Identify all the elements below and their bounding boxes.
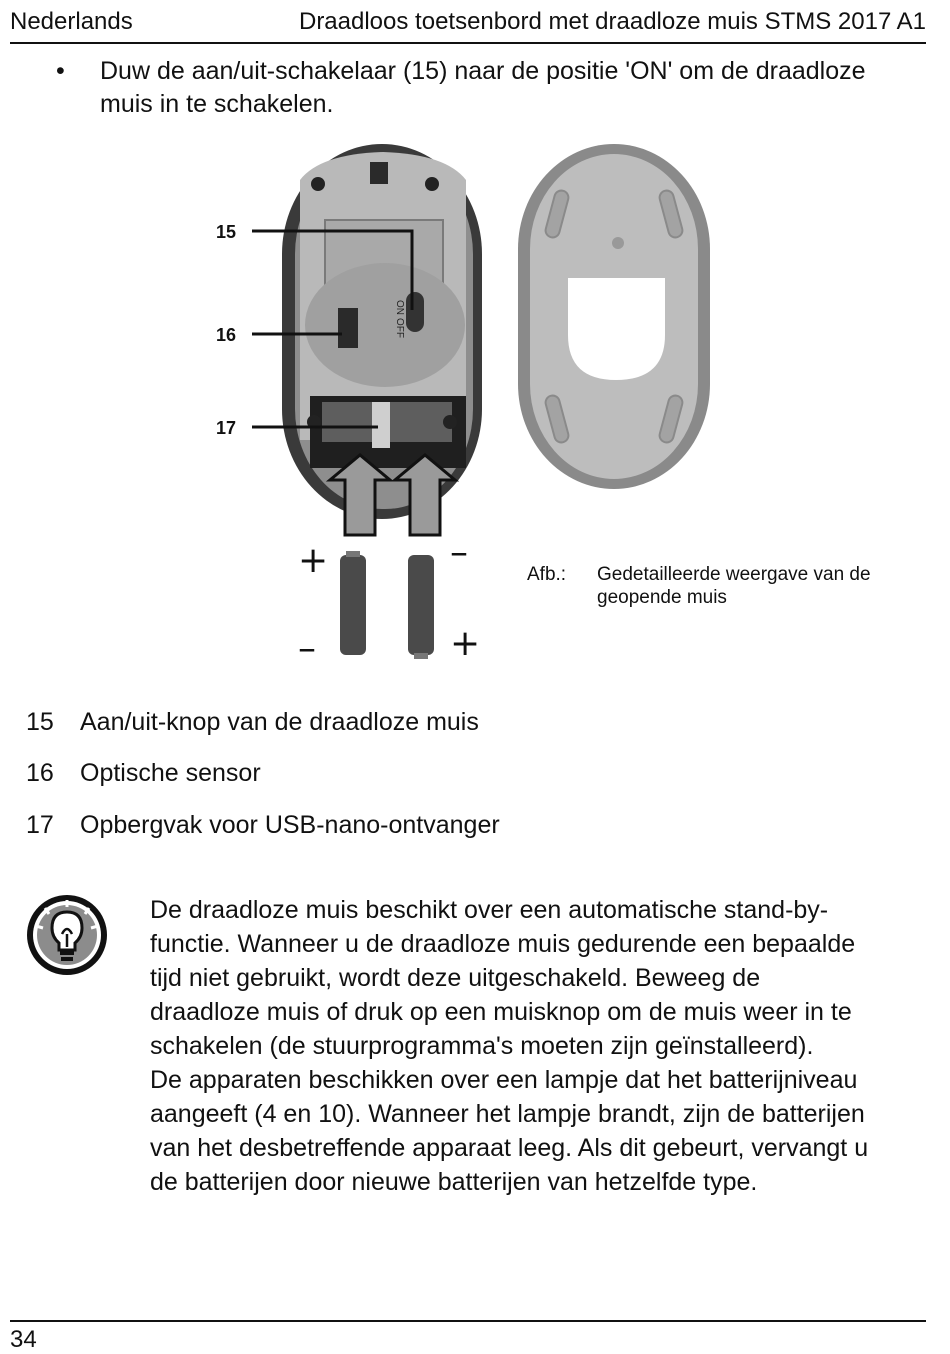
battery-sign-minus-left: – xyxy=(298,628,316,665)
header-language: Nederlands xyxy=(10,8,133,35)
caption-label: Afb.: xyxy=(527,564,567,585)
lightbulb-icon xyxy=(24,892,110,978)
switch-on-label: ON xyxy=(394,300,405,315)
legend-number: 15 xyxy=(26,708,54,736)
page-number: 34 xyxy=(10,1326,37,1353)
battery-sign-plus-left: + xyxy=(298,540,329,581)
battery-sign-minus-right: – xyxy=(450,532,468,573)
note-paragraph: De draadloze muis beschikt over een automatische stand-by-functie. Wanneer u de draadloze muis gedurende een bepaalde tijd niet gebruikt, wordt deze uitgeschakeld. Beweeg de draadloze muis of druk op een muisknop om de muis weer in te schakelen (de stuurprogramma's moeten zijn geïnstalleerd). xyxy=(150,896,856,1060)
standby-note xyxy=(150,893,870,1199)
mouse-body-open xyxy=(282,144,482,519)
switch-off-label: OFF xyxy=(394,318,405,338)
legend-number: 16 xyxy=(26,759,54,787)
bullet-symbol: • xyxy=(56,57,65,85)
note-paragraph: De apparaten beschikken over een lampje dat het batterijniveau aangeeft (4 en 10). Wanneer het lampje brandt, zijn de batterijen van het desbetreffende apparaat leeg. Als dit gebeurt, vervangt u de batterijen door nieuwe batterijen van hetzelfde type. xyxy=(150,1066,869,1196)
caption-text: Gedetailleerde weergave van de geopende muis xyxy=(597,564,871,608)
callout-17: 17 xyxy=(216,418,237,438)
battery-left xyxy=(340,551,366,655)
page-footer xyxy=(10,1320,926,1354)
page-header xyxy=(10,8,926,44)
header-title: Draadloos toetsenbord met draadloze muis STMS 2017 A1 xyxy=(298,8,926,35)
callout-15: 15 xyxy=(216,222,237,242)
bullet-text: Duw de aan/uit-schakelaar (15) naar de positie 'ON' om de draadloze muis in te schakelen. xyxy=(100,57,866,118)
battery-right xyxy=(408,555,434,659)
legend-text: Aan/uit-knop van de draadloze muis xyxy=(80,708,479,736)
legend-text: Opbergvak voor USB-nano-ontvanger xyxy=(80,811,500,839)
mouse-cover xyxy=(518,144,710,489)
battery-sign-plus-right: + xyxy=(450,623,481,664)
callout-16: 16 xyxy=(216,325,237,345)
legend-number: 17 xyxy=(26,811,54,839)
legend-text: Optische sensor xyxy=(80,759,261,787)
